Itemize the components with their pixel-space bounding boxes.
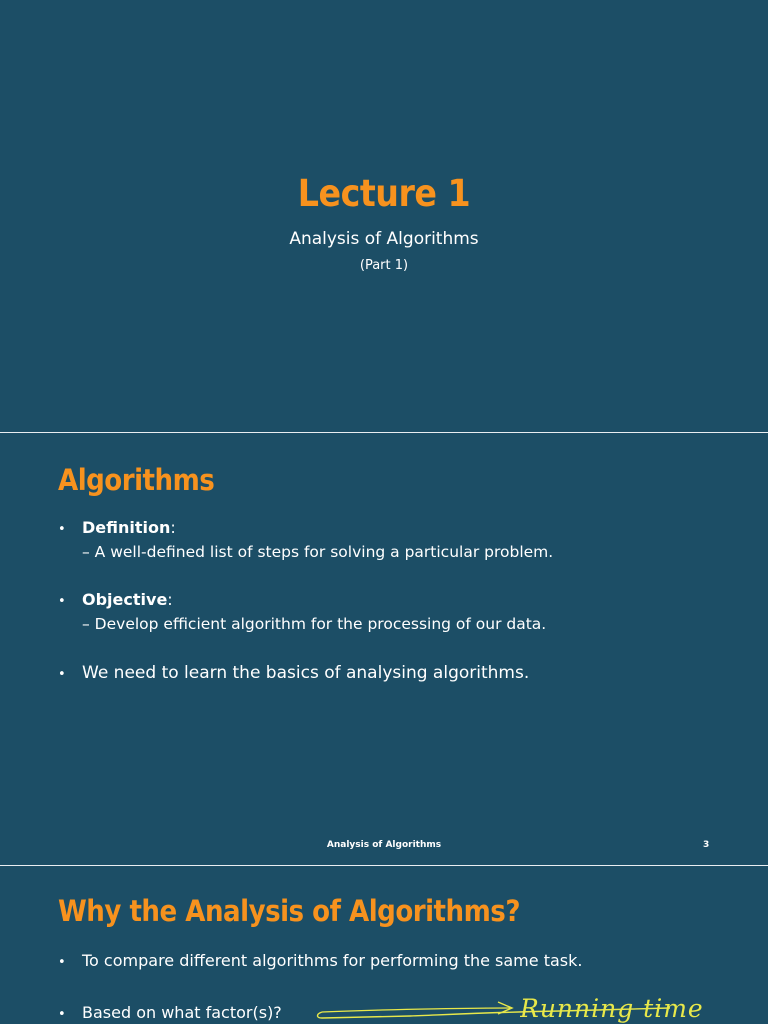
handwritten-note: Running time	[520, 994, 704, 1023]
bullet-definition	[58, 518, 176, 537]
bullet-dot-icon: •	[58, 667, 66, 682]
bullet-objective	[58, 590, 173, 609]
title-slide	[0, 0, 768, 432]
page-number: 3	[703, 840, 710, 850]
bullet-text: We need to learn the basics of analysing algorithms.	[82, 663, 530, 683]
bullet-compare	[58, 951, 582, 970]
bullet-text: To compare different algorithms for performing the same task.	[82, 951, 583, 970]
bullet-dot-icon: •	[58, 522, 66, 537]
bullet-factors	[58, 1003, 282, 1022]
why-analysis-slide	[0, 866, 768, 1024]
bullet-colon: :	[167, 590, 173, 609]
lecture-subtitle: Analysis of Algorithms	[289, 229, 479, 249]
definition-text: – A well-defined list of steps for solving a particular problem.	[82, 543, 554, 561]
bullet-dot-icon: •	[58, 594, 66, 609]
footer-title: Analysis of Algorithms	[326, 840, 442, 850]
objective-text: – Develop efficient algorithm for the processing of our data.	[82, 615, 547, 633]
slide-title: Algorithms	[58, 463, 215, 497]
bullet-basics	[58, 663, 529, 683]
bullet-label: Definition	[82, 518, 171, 537]
bullet-dot-icon: •	[58, 955, 66, 970]
bullet-colon: :	[170, 518, 176, 537]
slide-title: Why the Analysis of Algorithms?	[58, 894, 520, 928]
lecture-part: (Part 1)	[359, 258, 409, 273]
algorithms-slide	[0, 433, 768, 865]
bullet-label: Objective	[82, 590, 168, 609]
bullet-text: Based on what factor(s)?	[82, 1003, 282, 1022]
lecture-title: Lecture 1	[297, 172, 471, 215]
bullet-dot-icon: •	[58, 1007, 66, 1022]
